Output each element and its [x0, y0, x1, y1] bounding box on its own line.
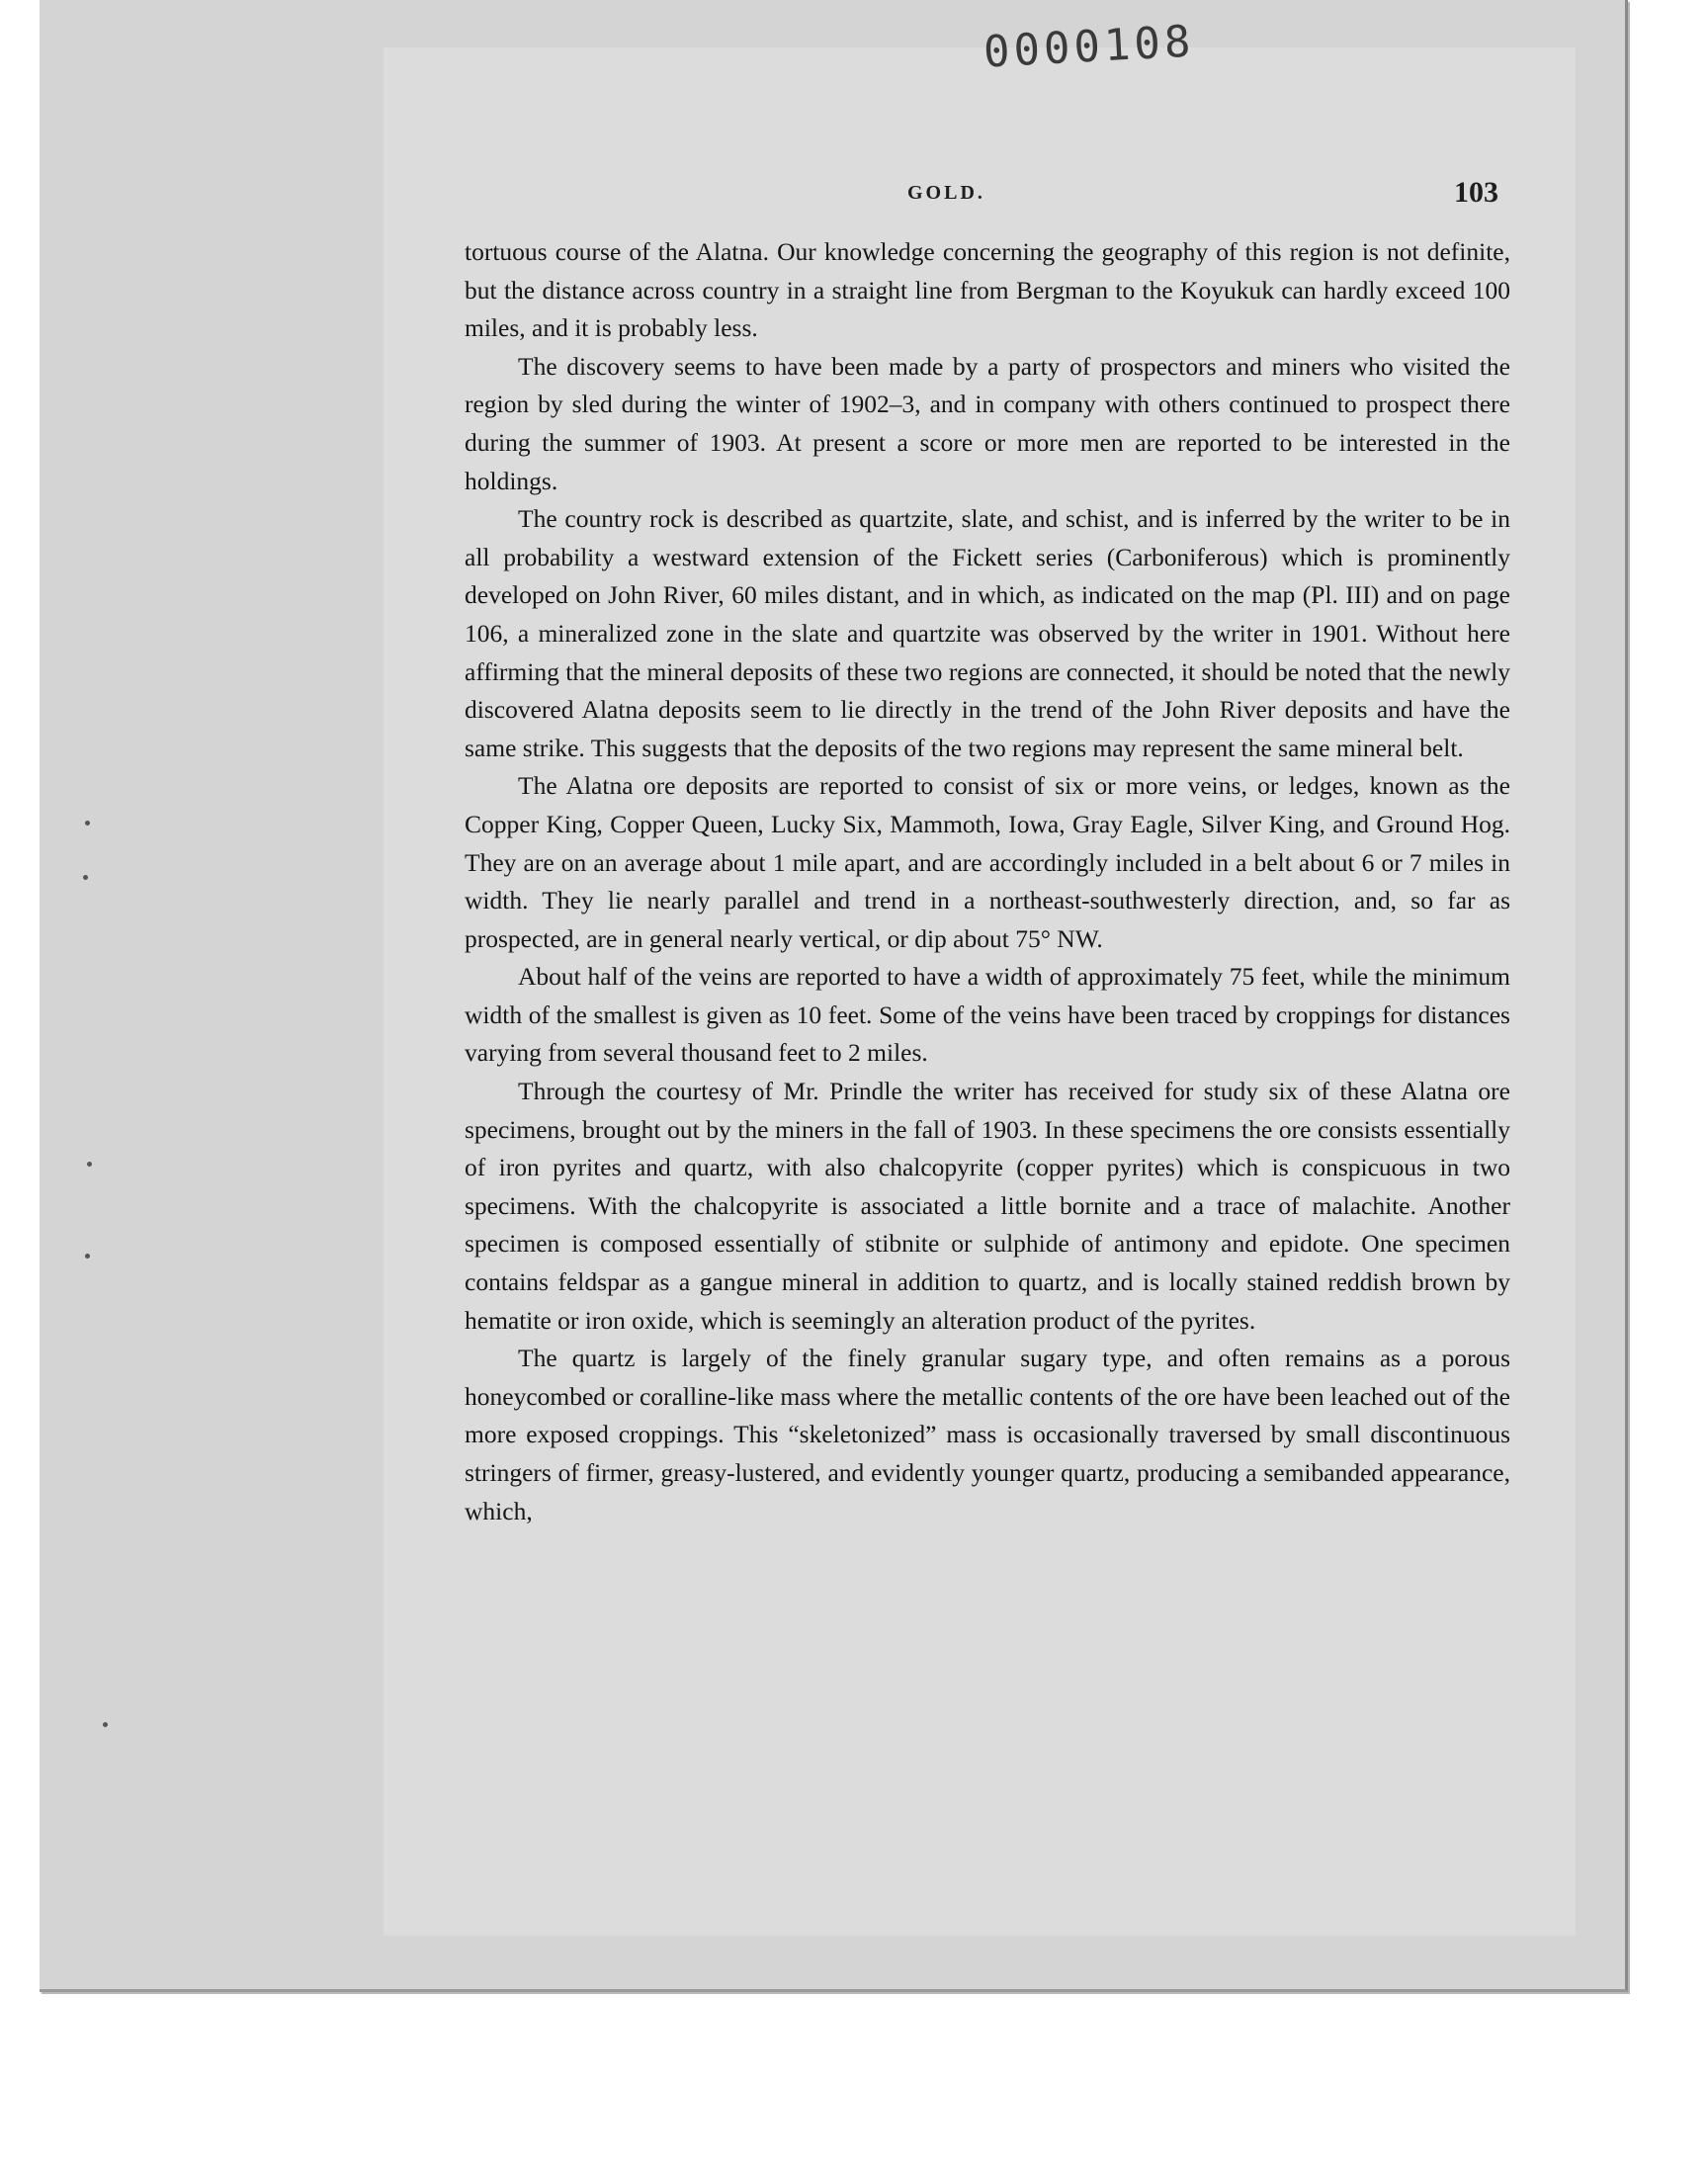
paragraph: The country rock is described as quartzite, slate, and schist, and is inferred by the writer to be in all probability a westward extension of the Fickett series (Carboniferous) which is prominently developed on John River, 60 miles distant, and in which, as indicated on the map (Pl. III) and on page 106, a mineralized zone in the slate and quartzite was observed by the writer in 1901. Without here affirming that the mineral deposits of these two regions are connected, it should be noted that the newly discovered Alatna deposits seem to lie directly in the trend of the John River deposits and have the same strike. This suggests that the deposits of the two regions may represent the same mineral belt. — [465, 504, 1510, 762]
page-number: 103 — [1454, 176, 1498, 209]
paragraph: The Alatna ore deposits are reported to consist of six or more veins, or ledges, known as the Copper King, Copper Queen, Lucky Six, Mammoth, Iowa, Gray Eagle, Silver King, and Ground Hog. They are on an average about 1 mile apart, and are accordingly included in a belt about 6 or 7 miles in width. They lie nearly parallel and trend in a northeast-southwesterly direction, and, so far as prospected, are in general nearly vertical, or dip about 75° NW. — [465, 771, 1510, 953]
paragraph: The quartz is largely of the finely granular sugary type, and often remains as a porous honeycombed or coralline-like mass where the metallic contents of the ore have been leached out of the more exposed croppings. This “skeletonized” mass is occasionally traversed by small discontinuous stringers of firmer, greasy-lustered, and evidently younger quartz, producing a semibanded appearance, which, — [465, 1344, 1510, 1525]
scan-speck — [103, 1722, 108, 1727]
paragraph-continuation: tortuous course of the Alatna. Our knowledge concerning the geography of this region is not definite, but the distance across country in a straight line from Bergman to the Koyukuk can hardly exceed 100 miles, and it is probably less. — [465, 237, 1510, 343]
running-header — [463, 178, 1500, 218]
scan-speck — [85, 1254, 90, 1259]
scan-speck — [85, 821, 90, 826]
paragraph: Through the courtesy of Mr. Prindle the writer has received for study six of these Alatna ore specimens, brought out by the miners in the fall of 1903. In these specimens the ore consists essentially of iron pyrites and quartz, with also chalcopyrite (copper pyrites) which is conspicuous in two specimens. With the chalcopyrite is associated a little bornite and a trace of malachite. Another specimen is composed essentially of stibnite or sulphide of antimony and epidote. One specimen contains feldspar as a gangue mineral in addition to quartz, and is locally stained reddish brown by hematite or iron oxide, which is seemingly an alteration product of the pyrites. — [465, 1077, 1510, 1335]
scan-speck — [87, 1162, 92, 1167]
body-text — [465, 233, 1510, 1530]
paragraph: The discovery seems to have been made by a party of prospectors and miners who visited the region by sled during the winter of 1902–3, and in company with others continued to prospect there during the summer of 1903. At present a score or more men are reported to be interested in the holdings. — [465, 351, 1510, 495]
header-title: GOLD. — [907, 182, 985, 204]
document-stamp-number: 0000108 — [982, 16, 1196, 78]
scan-speck — [83, 875, 88, 880]
paragraph: About half of the veins are reported to have a width of approximately 75 feet, while the minimum width of the smallest is given as 10 feet. Some of the veins have been traced by croppings for distances varying from several thousand feet to 2 miles. — [465, 962, 1510, 1068]
